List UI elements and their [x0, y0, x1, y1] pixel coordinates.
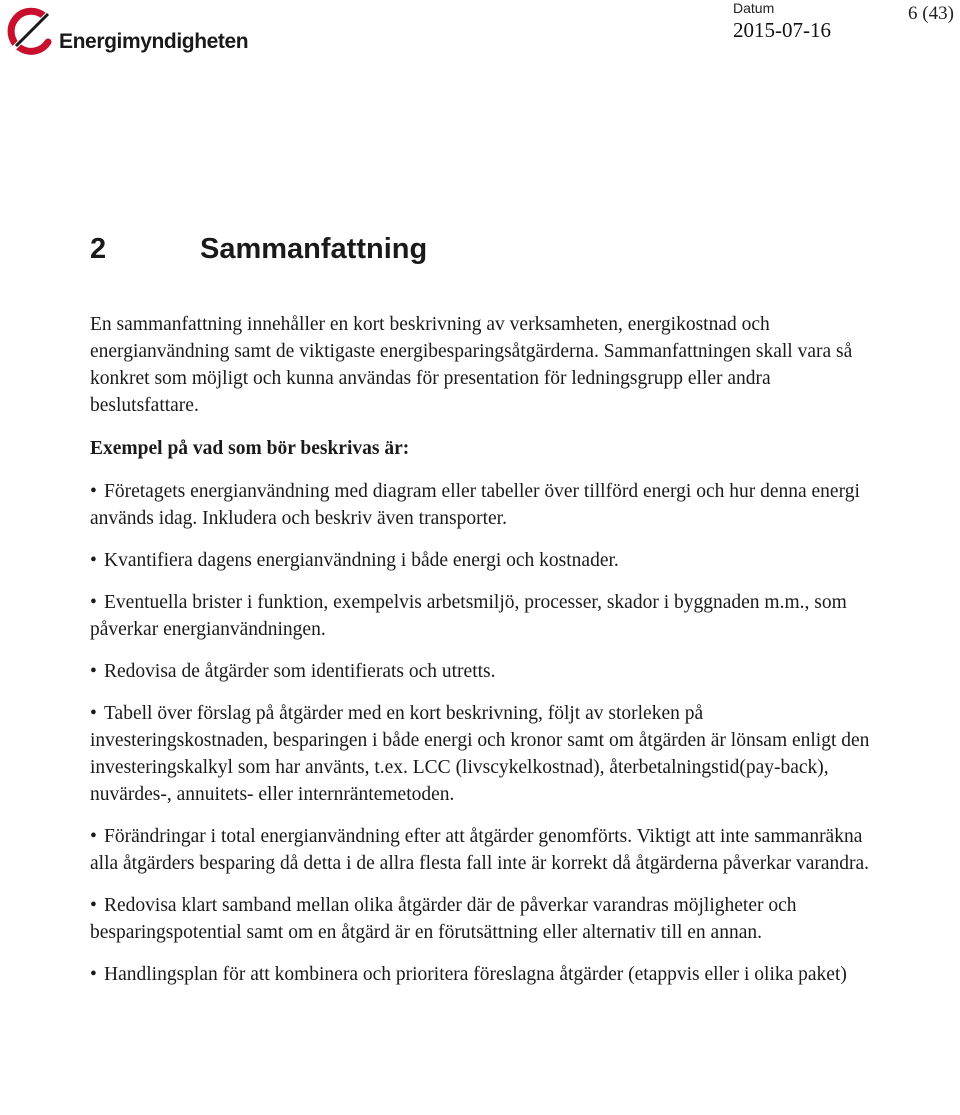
list-item-text: Tabell över förslag på åtgärder med en kort beskrivning, följt av storleken på investeringskostnaden, besparingen i både energi och kronor samt om åtgärden är lönsam enligt den investeringskalkyl som har använts, t.ex. LCC (livscykelkostnad), återbetalningstid(pay-back), nuvärdes-, annuitets- eller internräntemetoden.	[90, 703, 870, 805]
section-heading	[90, 233, 427, 266]
list-item	[90, 658, 880, 685]
list-item-text: Företagets energianvändning med diagram eller tabeller över tillförd energi och hur denna energi används idag. Inkludera och beskriv även transporter.	[90, 481, 860, 529]
list-item-text: Kvantifiera dagens energianvändning i både energi och kostnader.	[104, 550, 619, 571]
list-item	[90, 700, 880, 808]
list-item	[90, 478, 880, 532]
bullet-icon: •	[90, 895, 97, 916]
section-title: Sammanfattning	[200, 233, 428, 265]
bullet-icon: •	[90, 481, 97, 502]
logo-wordmark: Energimyndigheten	[59, 30, 249, 53]
document-body	[90, 311, 880, 1003]
list-item	[90, 892, 880, 946]
bullet-list	[90, 478, 880, 988]
section-number: 2	[90, 233, 107, 265]
intro-paragraph: En sammanfattning innehåller en kort beskrivning av verksamheten, energikostnad och energianvändning samt de viktigaste energibesparingsåtgärderna. Sammanfattningen skall vara så konkret som möjligt och kunna användas för presentation för ledningsgrupp eller andra beslutsfattare.	[90, 314, 853, 416]
list-item-text: Eventuella brister i funktion, exempelvis arbetsmiljö, processer, skador i byggnaden m.m., som påverkar energianvändningen.	[90, 592, 847, 640]
date-value: 2015-07-16	[733, 18, 831, 42]
bullet-icon: •	[90, 661, 97, 682]
bullet-icon: •	[90, 592, 97, 613]
list-item-text: Redovisa de åtgärder som identifierats och utretts.	[104, 661, 496, 682]
bullet-icon: •	[90, 964, 97, 985]
list-item-text: Förändringar i total energianvändning efter att åtgärder genomförts. Viktigt att inte sammanräkna alla åtgärders besparing då detta i de allra flesta fall inte är korrekt då åtgärderna påverkar varandra.	[90, 826, 870, 874]
bullet-icon: •	[90, 826, 97, 847]
logo-mark-icon	[6, 4, 62, 60]
list-item-text: Handlingsplan för att kombinera och prioritera föreslagna åtgärder (etappvis eller i olika paket)	[104, 964, 847, 985]
list-item	[90, 547, 880, 574]
energimyndigheten-logo	[6, 4, 249, 60]
page-number: 6 (43)	[908, 3, 954, 24]
bullet-icon: •	[90, 550, 97, 571]
list-item-text: Redovisa klart samband mellan olika åtgärder där de påverkar varandras möjligheter och besparingspotential samt om en åtgärd är en förutsättning eller alternativ till en annan.	[90, 895, 797, 943]
bullet-icon: •	[90, 703, 97, 724]
examples-subheading: Exempel på vad som bör beskrivas är:	[90, 438, 410, 459]
list-item	[90, 589, 880, 643]
date-label: Datum	[733, 0, 775, 16]
list-item	[90, 823, 880, 877]
list-item	[90, 961, 880, 988]
